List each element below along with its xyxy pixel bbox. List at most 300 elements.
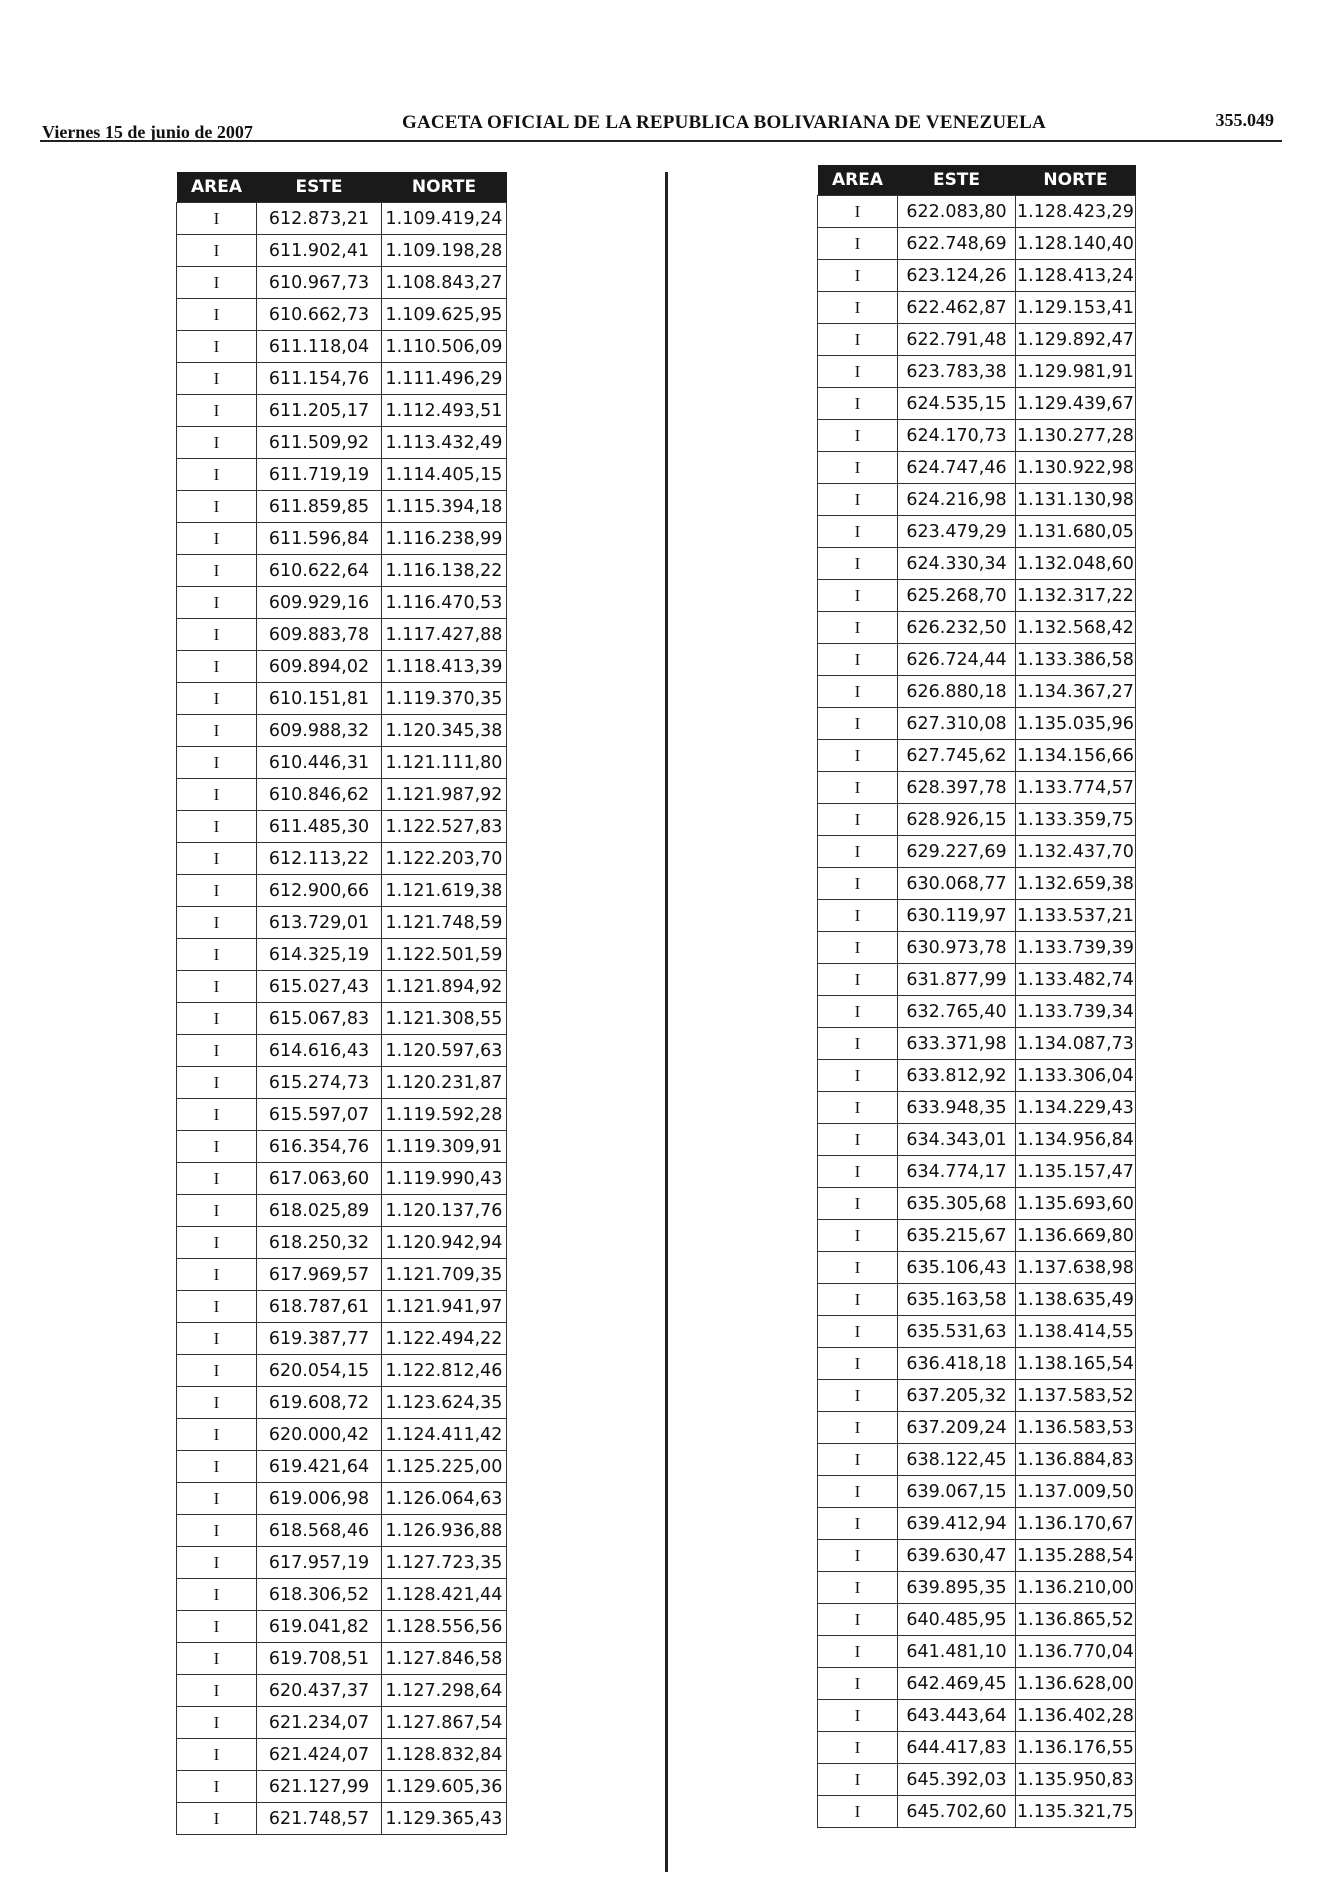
cell-area: I	[177, 1227, 257, 1259]
cell-este: 612.900,66	[257, 875, 382, 907]
table-row	[818, 612, 1136, 644]
coordinates-table-right	[817, 165, 1136, 1828]
cell-norte: 1.129.439,67	[1016, 388, 1136, 420]
cell-area: I	[177, 331, 257, 363]
cell-norte: 1.136.583,53	[1016, 1412, 1136, 1444]
table-row	[818, 1412, 1136, 1444]
cell-area: I	[818, 1508, 898, 1540]
cell-este: 615.274,73	[257, 1067, 382, 1099]
cell-area: I	[177, 715, 257, 747]
cell-este: 610.967,73	[257, 267, 382, 299]
cell-este: 617.969,57	[257, 1259, 382, 1291]
cell-area: I	[818, 1572, 898, 1604]
cell-norte: 1.131.680,05	[1016, 516, 1136, 548]
cell-norte: 1.123.624,35	[382, 1387, 507, 1419]
cell-este: 611.485,30	[257, 811, 382, 843]
cell-este: 645.702,60	[898, 1796, 1016, 1828]
cell-este: 635.106,43	[898, 1252, 1016, 1284]
table-row	[177, 523, 507, 555]
cell-este: 618.306,52	[257, 1579, 382, 1611]
cell-area: I	[177, 235, 257, 267]
cell-este: 610.846,62	[257, 779, 382, 811]
table-row	[818, 740, 1136, 772]
table-row	[818, 1796, 1136, 1828]
table-row	[177, 1035, 507, 1067]
cell-area: I	[818, 292, 898, 324]
cell-area: I	[177, 1771, 257, 1803]
cell-norte: 1.138.165,54	[1016, 1348, 1136, 1380]
cell-este: 642.469,45	[898, 1668, 1016, 1700]
cell-este: 615.067,83	[257, 1003, 382, 1035]
table-row	[177, 1003, 507, 1035]
cell-area: I	[818, 1700, 898, 1732]
cell-norte: 1.136.865,52	[1016, 1604, 1136, 1636]
cell-area: I	[818, 996, 898, 1028]
cell-norte: 1.133.482,74	[1016, 964, 1136, 996]
table-row	[177, 747, 507, 779]
table-row	[818, 1092, 1136, 1124]
cell-este: 609.883,78	[257, 619, 382, 651]
cell-este: 619.708,51	[257, 1643, 382, 1675]
table-row	[818, 772, 1136, 804]
cell-este: 609.894,02	[257, 651, 382, 683]
table-row	[177, 1451, 507, 1483]
table-row	[818, 1124, 1136, 1156]
table-row	[177, 811, 507, 843]
cell-area: I	[177, 1643, 257, 1675]
table-row	[177, 1803, 507, 1835]
cell-este: 611.509,92	[257, 427, 382, 459]
cell-este: 640.485,95	[898, 1604, 1016, 1636]
cell-este: 639.630,47	[898, 1540, 1016, 1572]
table-row	[818, 196, 1136, 228]
cell-este: 634.774,17	[898, 1156, 1016, 1188]
table-row	[177, 1227, 507, 1259]
cell-area: I	[177, 427, 257, 459]
cell-este: 625.268,70	[898, 580, 1016, 612]
table-row	[818, 996, 1136, 1028]
cell-area: I	[177, 1067, 257, 1099]
cell-norte: 1.115.394,18	[382, 491, 507, 523]
cell-este: 624.170,73	[898, 420, 1016, 452]
cell-norte: 1.134.156,66	[1016, 740, 1136, 772]
cell-area: I	[818, 1156, 898, 1188]
cell-area: I	[177, 747, 257, 779]
cell-norte: 1.129.892,47	[1016, 324, 1136, 356]
cell-este: 626.880,18	[898, 676, 1016, 708]
cell-este: 633.812,92	[898, 1060, 1016, 1092]
table-row	[177, 363, 507, 395]
table-row	[177, 971, 507, 1003]
cell-norte: 1.122.494,22	[382, 1323, 507, 1355]
cell-este: 635.163,58	[898, 1284, 1016, 1316]
cell-norte: 1.122.527,83	[382, 811, 507, 843]
cell-area: I	[818, 1380, 898, 1412]
cell-este: 618.568,46	[257, 1515, 382, 1547]
cell-area: I	[818, 1636, 898, 1668]
cell-este: 618.250,32	[257, 1227, 382, 1259]
cell-este: 629.227,69	[898, 836, 1016, 868]
cell-norte: 1.132.437,70	[1016, 836, 1136, 868]
table-row	[177, 1131, 507, 1163]
table-row	[177, 619, 507, 651]
cell-este: 630.119,97	[898, 900, 1016, 932]
table-row	[177, 1195, 507, 1227]
cell-area: I	[818, 708, 898, 740]
table-row	[177, 203, 507, 235]
cell-norte: 1.135.950,83	[1016, 1764, 1136, 1796]
table-row	[818, 1604, 1136, 1636]
table-row	[818, 804, 1136, 836]
cell-este: 633.371,98	[898, 1028, 1016, 1060]
cell-norte: 1.137.638,98	[1016, 1252, 1136, 1284]
cell-area: I	[177, 939, 257, 971]
cell-norte: 1.129.153,41	[1016, 292, 1136, 324]
cell-este: 614.325,19	[257, 939, 382, 971]
table-row	[818, 1348, 1136, 1380]
publication-date: Viernes 15 de junio de 2007	[42, 122, 253, 142]
cell-area: I	[177, 1579, 257, 1611]
cell-norte: 1.122.812,46	[382, 1355, 507, 1387]
cell-norte: 1.109.198,28	[382, 235, 507, 267]
cell-este: 610.622,64	[257, 555, 382, 587]
cell-area: I	[177, 555, 257, 587]
cell-norte: 1.129.365,43	[382, 1803, 507, 1835]
table-row	[177, 1611, 507, 1643]
cell-norte: 1.130.922,98	[1016, 452, 1136, 484]
table-row	[177, 395, 507, 427]
table-row	[177, 907, 507, 939]
cell-norte: 1.138.414,55	[1016, 1316, 1136, 1348]
cell-este: 612.113,22	[257, 843, 382, 875]
table-row	[177, 1547, 507, 1579]
cell-este: 624.747,46	[898, 452, 1016, 484]
cell-norte: 1.133.359,75	[1016, 804, 1136, 836]
table-row	[177, 555, 507, 587]
cell-este: 635.531,63	[898, 1316, 1016, 1348]
cell-norte: 1.122.501,59	[382, 939, 507, 971]
cell-norte: 1.136.210,00	[1016, 1572, 1136, 1604]
cell-norte: 1.121.619,38	[382, 875, 507, 907]
cell-este: 619.006,98	[257, 1483, 382, 1515]
table-header-row	[818, 165, 1136, 196]
table-row	[177, 1419, 507, 1451]
cell-area: I	[818, 1348, 898, 1380]
table-row	[177, 267, 507, 299]
table-row	[818, 868, 1136, 900]
table-row	[818, 1444, 1136, 1476]
table-row	[818, 452, 1136, 484]
table-row	[177, 1739, 507, 1771]
cell-norte: 1.132.568,42	[1016, 612, 1136, 644]
gazette-title: GACETA OFICIAL DE LA REPUBLICA BOLIVARIANA DE VENEZUELA	[402, 112, 1046, 133]
cell-area: I	[818, 1668, 898, 1700]
cell-area: I	[818, 1284, 898, 1316]
cell-norte: 1.133.739,34	[1016, 996, 1136, 1028]
cell-area: I	[177, 875, 257, 907]
cell-este: 618.025,89	[257, 1195, 382, 1227]
cell-este: 628.397,78	[898, 772, 1016, 804]
cell-norte: 1.134.956,84	[1016, 1124, 1136, 1156]
cell-norte: 1.132.317,22	[1016, 580, 1136, 612]
cell-este: 637.205,32	[898, 1380, 1016, 1412]
cell-area: I	[177, 523, 257, 555]
cell-norte: 1.129.981,91	[1016, 356, 1136, 388]
cell-este: 619.387,77	[257, 1323, 382, 1355]
cell-area: I	[177, 1291, 257, 1323]
table-row	[177, 491, 507, 523]
cell-este: 610.446,31	[257, 747, 382, 779]
cell-area: I	[177, 459, 257, 491]
table-row	[818, 1188, 1136, 1220]
table-row	[177, 1579, 507, 1611]
cell-este: 633.948,35	[898, 1092, 1016, 1124]
cell-este: 617.063,60	[257, 1163, 382, 1195]
cell-area: I	[177, 651, 257, 683]
cell-este: 622.748,69	[898, 228, 1016, 260]
cell-norte: 1.127.298,64	[382, 1675, 507, 1707]
cell-este: 624.535,15	[898, 388, 1016, 420]
cell-area: I	[818, 1796, 898, 1828]
cell-area: I	[818, 676, 898, 708]
table-row	[818, 1732, 1136, 1764]
cell-este: 645.392,03	[898, 1764, 1016, 1796]
cell-area: I	[818, 1124, 898, 1156]
table-row	[177, 1291, 507, 1323]
table-row	[177, 331, 507, 363]
cell-norte: 1.136.884,83	[1016, 1444, 1136, 1476]
cell-area: I	[177, 1611, 257, 1643]
table-row	[177, 843, 507, 875]
cell-este: 644.417,83	[898, 1732, 1016, 1764]
cell-area: I	[177, 971, 257, 1003]
cell-norte: 1.127.867,54	[382, 1707, 507, 1739]
cell-norte: 1.110.506,09	[382, 331, 507, 363]
cell-area: I	[818, 1444, 898, 1476]
cell-area: I	[177, 907, 257, 939]
cell-norte: 1.127.723,35	[382, 1547, 507, 1579]
cell-este: 628.926,15	[898, 804, 1016, 836]
cell-norte: 1.121.987,92	[382, 779, 507, 811]
cell-area: I	[818, 324, 898, 356]
table-row	[818, 580, 1136, 612]
cell-area: I	[177, 491, 257, 523]
cell-este: 622.083,80	[898, 196, 1016, 228]
cell-norte: 1.122.203,70	[382, 843, 507, 875]
table-row	[818, 900, 1136, 932]
cell-este: 630.973,78	[898, 932, 1016, 964]
cell-norte: 1.133.774,57	[1016, 772, 1136, 804]
cell-area: I	[177, 1547, 257, 1579]
table-row	[818, 644, 1136, 676]
cell-norte: 1.121.111,80	[382, 747, 507, 779]
cell-norte: 1.134.367,27	[1016, 676, 1136, 708]
cell-este: 610.151,81	[257, 683, 382, 715]
cell-este: 623.124,26	[898, 260, 1016, 292]
cell-norte: 1.138.635,49	[1016, 1284, 1136, 1316]
cell-este: 639.067,15	[898, 1476, 1016, 1508]
cell-area: I	[177, 1003, 257, 1035]
cell-norte: 1.137.583,52	[1016, 1380, 1136, 1412]
cell-norte: 1.124.411,42	[382, 1419, 507, 1451]
column-header-este: ESTE	[898, 165, 1016, 196]
table-row	[818, 1316, 1136, 1348]
cell-este: 618.787,61	[257, 1291, 382, 1323]
table-row	[818, 1476, 1136, 1508]
cell-este: 612.873,21	[257, 203, 382, 235]
cell-norte: 1.116.470,53	[382, 587, 507, 619]
cell-norte: 1.120.231,87	[382, 1067, 507, 1099]
table-row	[818, 548, 1136, 580]
cell-area: I	[818, 452, 898, 484]
cell-norte: 1.133.537,21	[1016, 900, 1136, 932]
cell-norte: 1.121.709,35	[382, 1259, 507, 1291]
table-row	[177, 1643, 507, 1675]
cell-norte: 1.128.140,40	[1016, 228, 1136, 260]
cell-area: I	[818, 1476, 898, 1508]
cell-area: I	[818, 1316, 898, 1348]
table-row	[818, 1380, 1136, 1412]
cell-area: I	[177, 203, 257, 235]
table-row	[177, 1675, 507, 1707]
cell-norte: 1.134.229,43	[1016, 1092, 1136, 1124]
cell-area: I	[177, 1355, 257, 1387]
table-row	[818, 388, 1136, 420]
cell-este: 615.597,07	[257, 1099, 382, 1131]
table-row	[177, 683, 507, 715]
cell-norte: 1.120.942,94	[382, 1227, 507, 1259]
table-row	[177, 1355, 507, 1387]
cell-norte: 1.128.421,44	[382, 1579, 507, 1611]
table-row	[818, 228, 1136, 260]
cell-norte: 1.109.625,95	[382, 299, 507, 331]
page-number: 355.049	[1215, 110, 1274, 130]
cell-norte: 1.108.843,27	[382, 267, 507, 299]
cell-norte: 1.113.432,49	[382, 427, 507, 459]
cell-area: I	[177, 1323, 257, 1355]
cell-area: I	[818, 548, 898, 580]
cell-area: I	[177, 1803, 257, 1835]
cell-este: 638.122,45	[898, 1444, 1016, 1476]
cell-norte: 1.133.739,39	[1016, 932, 1136, 964]
table-row	[818, 420, 1136, 452]
cell-este: 639.895,35	[898, 1572, 1016, 1604]
cell-norte: 1.135.693,60	[1016, 1188, 1136, 1220]
table-row	[177, 715, 507, 747]
cell-area: I	[177, 587, 257, 619]
cell-norte: 1.120.137,76	[382, 1195, 507, 1227]
cell-este: 621.127,99	[257, 1771, 382, 1803]
cell-area: I	[177, 1675, 257, 1707]
cell-norte: 1.133.306,04	[1016, 1060, 1136, 1092]
cell-area: I	[818, 836, 898, 868]
cell-este: 609.988,32	[257, 715, 382, 747]
cell-norte: 1.120.345,38	[382, 715, 507, 747]
cell-area: I	[818, 1092, 898, 1124]
column-header-norte: NORTE	[1016, 165, 1136, 196]
table-row	[818, 932, 1136, 964]
cell-norte: 1.132.659,38	[1016, 868, 1136, 900]
cell-este: 622.791,48	[898, 324, 1016, 356]
table-row	[818, 292, 1136, 324]
cell-este: 620.437,37	[257, 1675, 382, 1707]
cell-norte: 1.128.832,84	[382, 1739, 507, 1771]
cell-area: I	[818, 932, 898, 964]
cell-area: I	[818, 388, 898, 420]
table-row	[818, 484, 1136, 516]
cell-area: I	[818, 484, 898, 516]
cell-este: 639.412,94	[898, 1508, 1016, 1540]
cell-area: I	[818, 260, 898, 292]
table-row	[818, 1636, 1136, 1668]
cell-area: I	[818, 1028, 898, 1060]
cell-este: 617.957,19	[257, 1547, 382, 1579]
cell-norte: 1.121.941,97	[382, 1291, 507, 1323]
cell-area: I	[818, 740, 898, 772]
cell-este: 613.729,01	[257, 907, 382, 939]
cell-area: I	[177, 1099, 257, 1131]
table-row	[818, 1028, 1136, 1060]
table-row	[818, 708, 1136, 740]
cell-norte: 1.121.894,92	[382, 971, 507, 1003]
cell-norte: 1.136.402,28	[1016, 1700, 1136, 1732]
cell-este: 635.215,67	[898, 1220, 1016, 1252]
table-row	[177, 1259, 507, 1291]
cell-norte: 1.136.770,04	[1016, 1636, 1136, 1668]
table-row	[177, 1323, 507, 1355]
table-row	[177, 1387, 507, 1419]
cell-area: I	[177, 1451, 257, 1483]
cell-norte: 1.135.321,75	[1016, 1796, 1136, 1828]
cell-area: I	[818, 644, 898, 676]
cell-area: I	[177, 267, 257, 299]
table-row	[818, 260, 1136, 292]
cell-este: 635.305,68	[898, 1188, 1016, 1220]
cell-area: I	[818, 580, 898, 612]
table-row	[818, 516, 1136, 548]
coordinates-table-left	[176, 172, 507, 1835]
cell-norte: 1.126.936,88	[382, 1515, 507, 1547]
cell-area: I	[818, 964, 898, 996]
cell-norte: 1.125.225,00	[382, 1451, 507, 1483]
cell-este: 611.596,84	[257, 523, 382, 555]
cell-este: 621.234,07	[257, 1707, 382, 1739]
cell-este: 615.027,43	[257, 971, 382, 1003]
cell-area: I	[177, 363, 257, 395]
cell-este: 611.902,41	[257, 235, 382, 267]
cell-norte: 1.136.628,00	[1016, 1668, 1136, 1700]
table-row	[177, 1163, 507, 1195]
cell-este: 622.462,87	[898, 292, 1016, 324]
column-header-este: ESTE	[257, 172, 382, 203]
cell-norte: 1.127.846,58	[382, 1643, 507, 1675]
table-row	[818, 1220, 1136, 1252]
table-row	[177, 427, 507, 459]
table-row	[177, 1067, 507, 1099]
cell-area: I	[177, 1419, 257, 1451]
cell-norte: 1.117.427,88	[382, 619, 507, 651]
cell-area: I	[818, 1540, 898, 1572]
table-row	[818, 1156, 1136, 1188]
cell-este: 610.662,73	[257, 299, 382, 331]
cell-este: 636.418,18	[898, 1348, 1016, 1380]
cell-norte: 1.128.423,29	[1016, 196, 1136, 228]
cell-norte: 1.129.605,36	[382, 1771, 507, 1803]
cell-area: I	[818, 356, 898, 388]
cell-norte: 1.135.157,47	[1016, 1156, 1136, 1188]
cell-norte: 1.121.308,55	[382, 1003, 507, 1035]
header-rule	[40, 140, 1282, 142]
